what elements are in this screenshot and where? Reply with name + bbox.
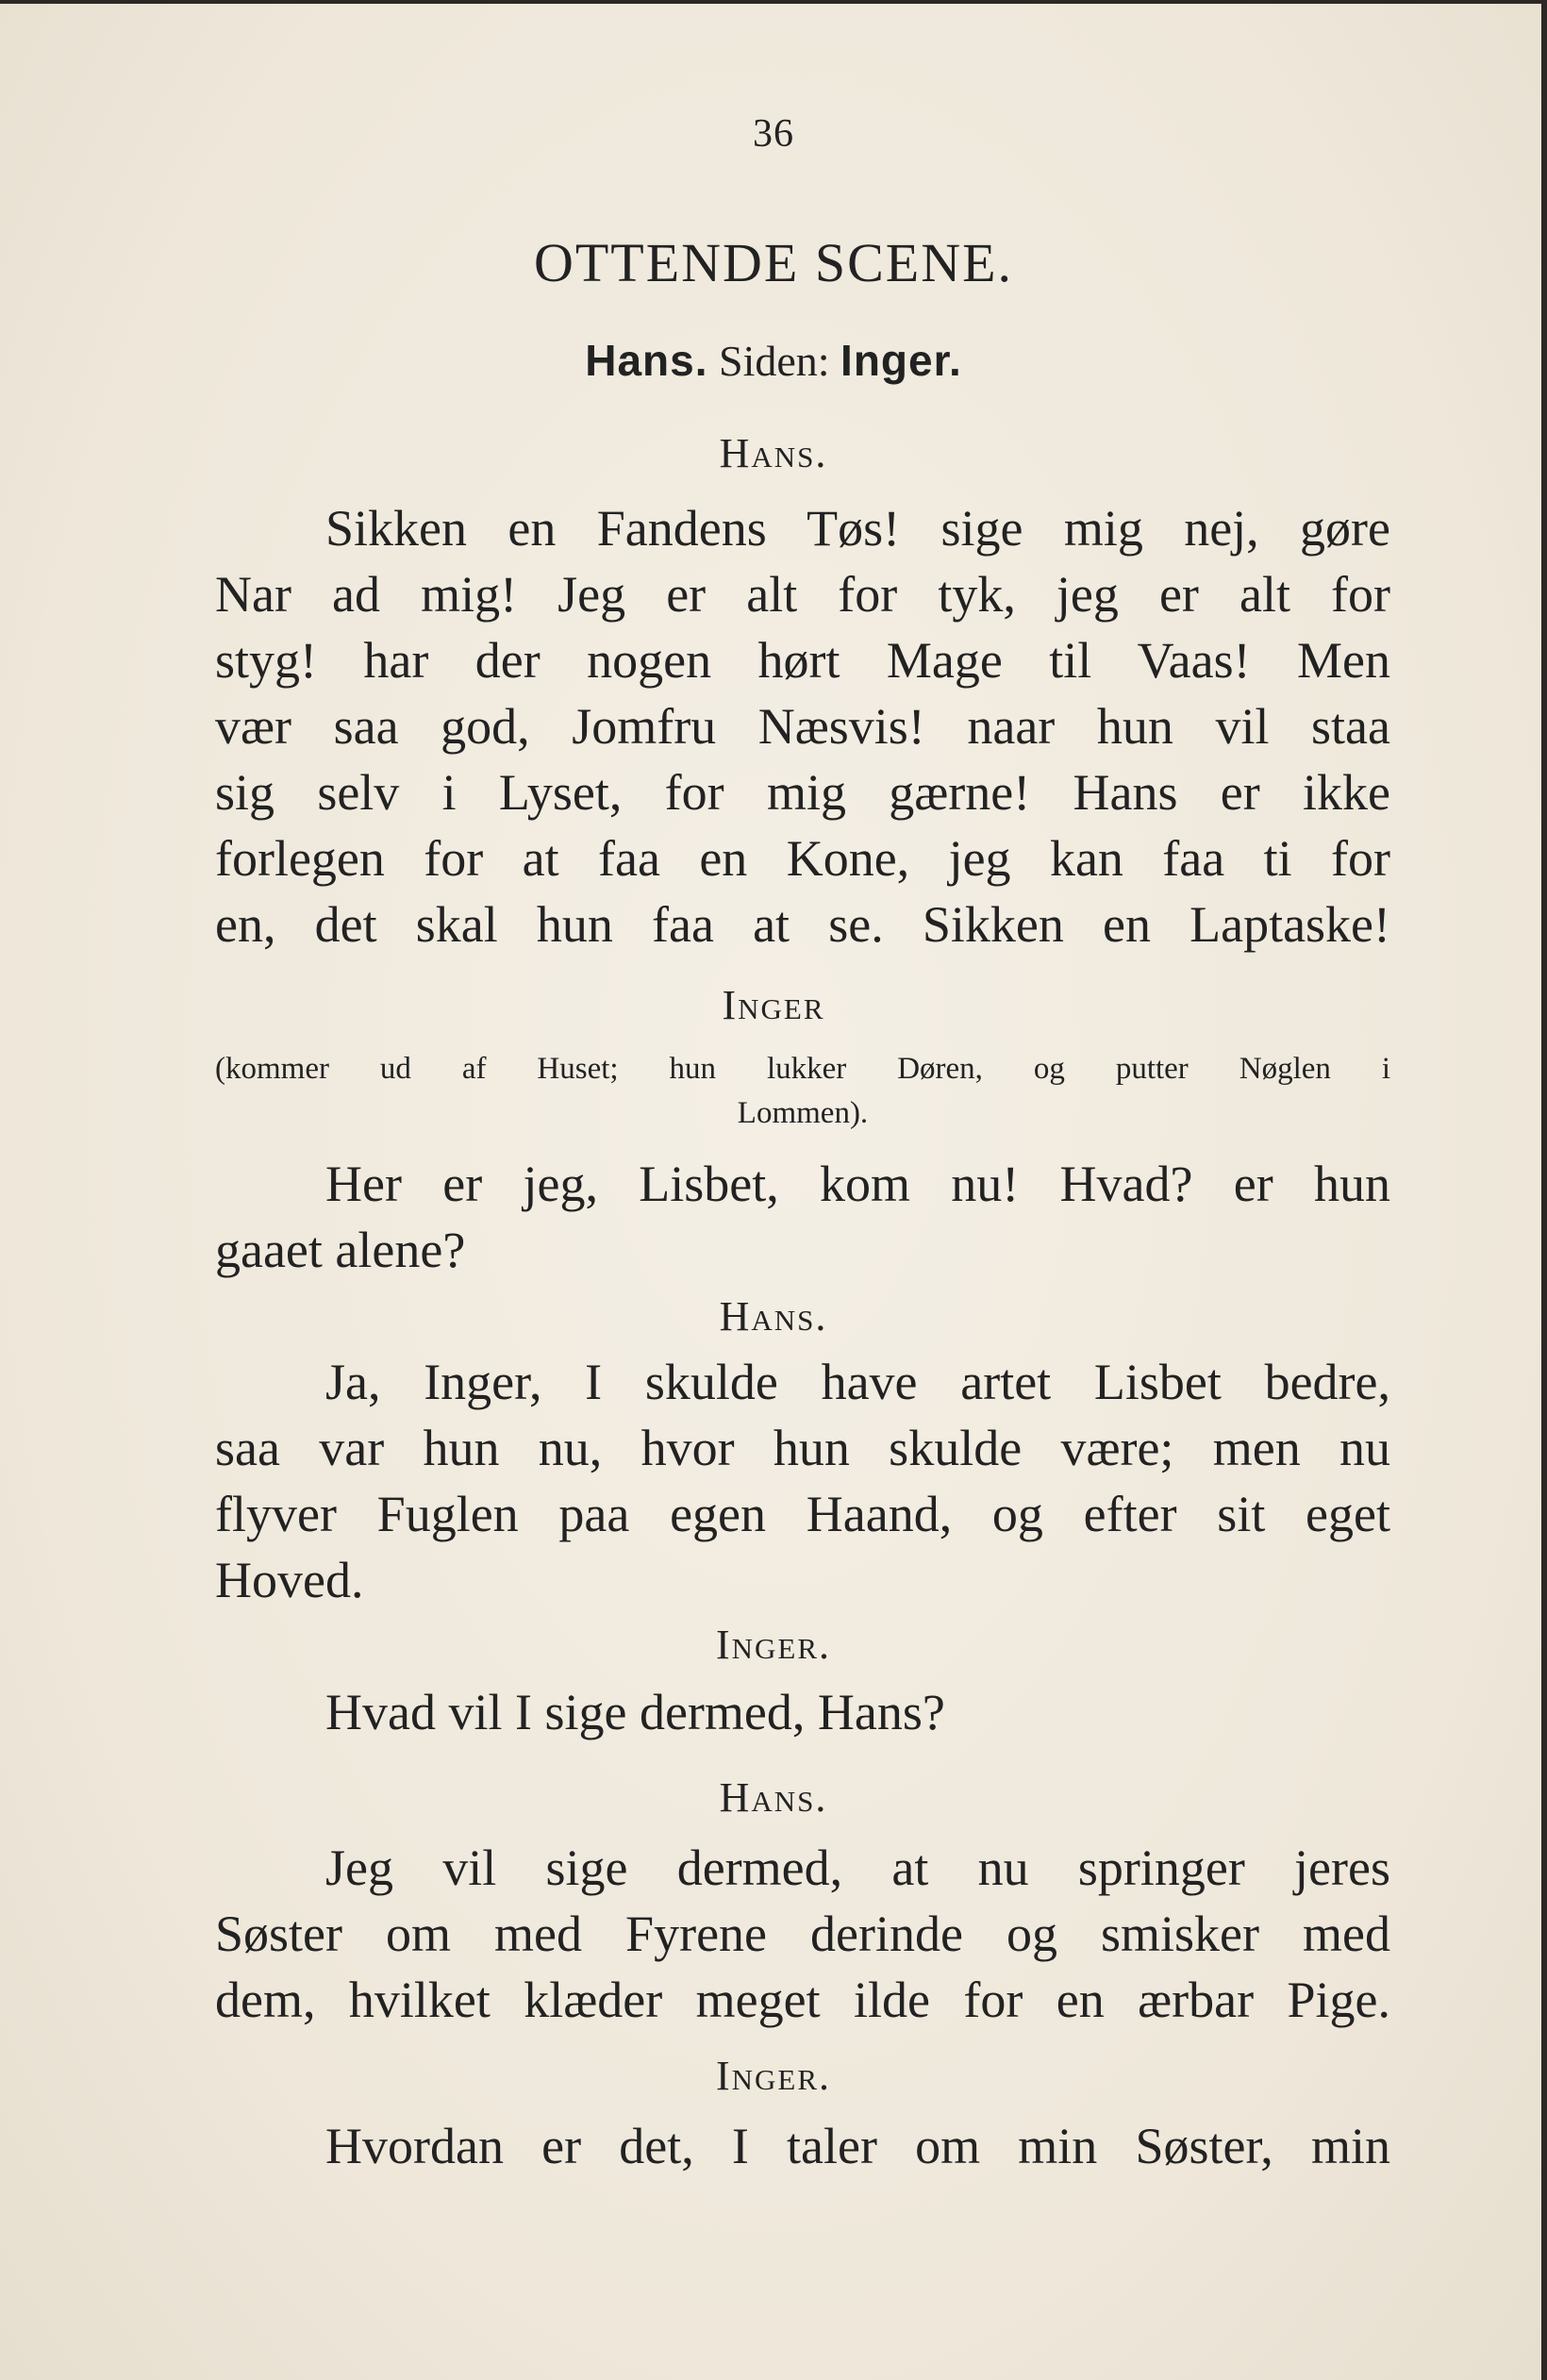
text-line: sig selv i Lyset, for mig gærne! Hans er ikke (215, 764, 1390, 821)
cast-siden: Siden: (718, 337, 830, 385)
stage-direction: Lommen). (737, 1096, 869, 1130)
cast-line (0, 335, 1547, 386)
text-line: Hoved. (215, 1552, 364, 1608)
text-line: forlegen for at faa en Kone, jeg kan faa ti for (215, 830, 1390, 887)
cast-inger: Inger. (840, 336, 962, 385)
speaker-hans: Hans. (719, 1293, 828, 1340)
text-line: Søster om med Fyrene derinde og smisker med (215, 1906, 1390, 1962)
text-line: saa var hun nu, hvor hun skulde være; men nu (215, 1420, 1390, 1476)
text-line: Ja, Inger, I skulde have artet Lisbet bedre, (325, 1354, 1390, 1410)
text-line: flyver Fuglen paa egen Haand, og efter sit eget (215, 1486, 1390, 1542)
text-line: en, det skal hun faa at se. Sikken en Laptaske! (215, 896, 1390, 953)
speaker-inger: Inger. (715, 1622, 832, 1668)
speaker-hans: Hans. (719, 430, 828, 476)
cast-hans: Hans. (585, 336, 708, 385)
page-top-edge (0, 0, 1547, 4)
speaker-hans: Hans. (719, 1774, 828, 1821)
text-line: Jeg vil sige dermed, at nu springer jeres (325, 1839, 1390, 1896)
text-line: Her er jeg, Lisbet, kom nu! Hvad? er hun (325, 1156, 1390, 1212)
page-number: 36 (753, 112, 794, 156)
text-line: gaaet alene? (215, 1222, 466, 1278)
speaker-inger: Inger (722, 982, 825, 1028)
scene-title: OTTENDE SCENE. (533, 232, 1014, 293)
text-line: dem, hvilket klæder meget ilde for en ærbar Pige. (215, 1972, 1390, 2028)
text-line: vær saa god, Jomfru Næsvis! naar hun vil staa (215, 698, 1390, 755)
text-line: Hvad vil I sige dermed, Hans? (325, 1684, 945, 1740)
stage-direction: (kommer ud af Huset; hun lukker Døren, og putter Nøglen i (215, 1052, 1390, 1086)
text-line: Nar ad mig! Jeg er alt for tyk, jeg er alt for (215, 566, 1390, 623)
text-line: Sikken en Fandens Tøs! sige mig nej, gøre (325, 500, 1390, 557)
text-line: styg! har der nogen hørt Mage til Vaas! Men (215, 632, 1390, 689)
text-line: Hvordan er det, I taler om min Søster, min (325, 2118, 1390, 2174)
speaker-inger: Inger. (715, 2053, 832, 2099)
